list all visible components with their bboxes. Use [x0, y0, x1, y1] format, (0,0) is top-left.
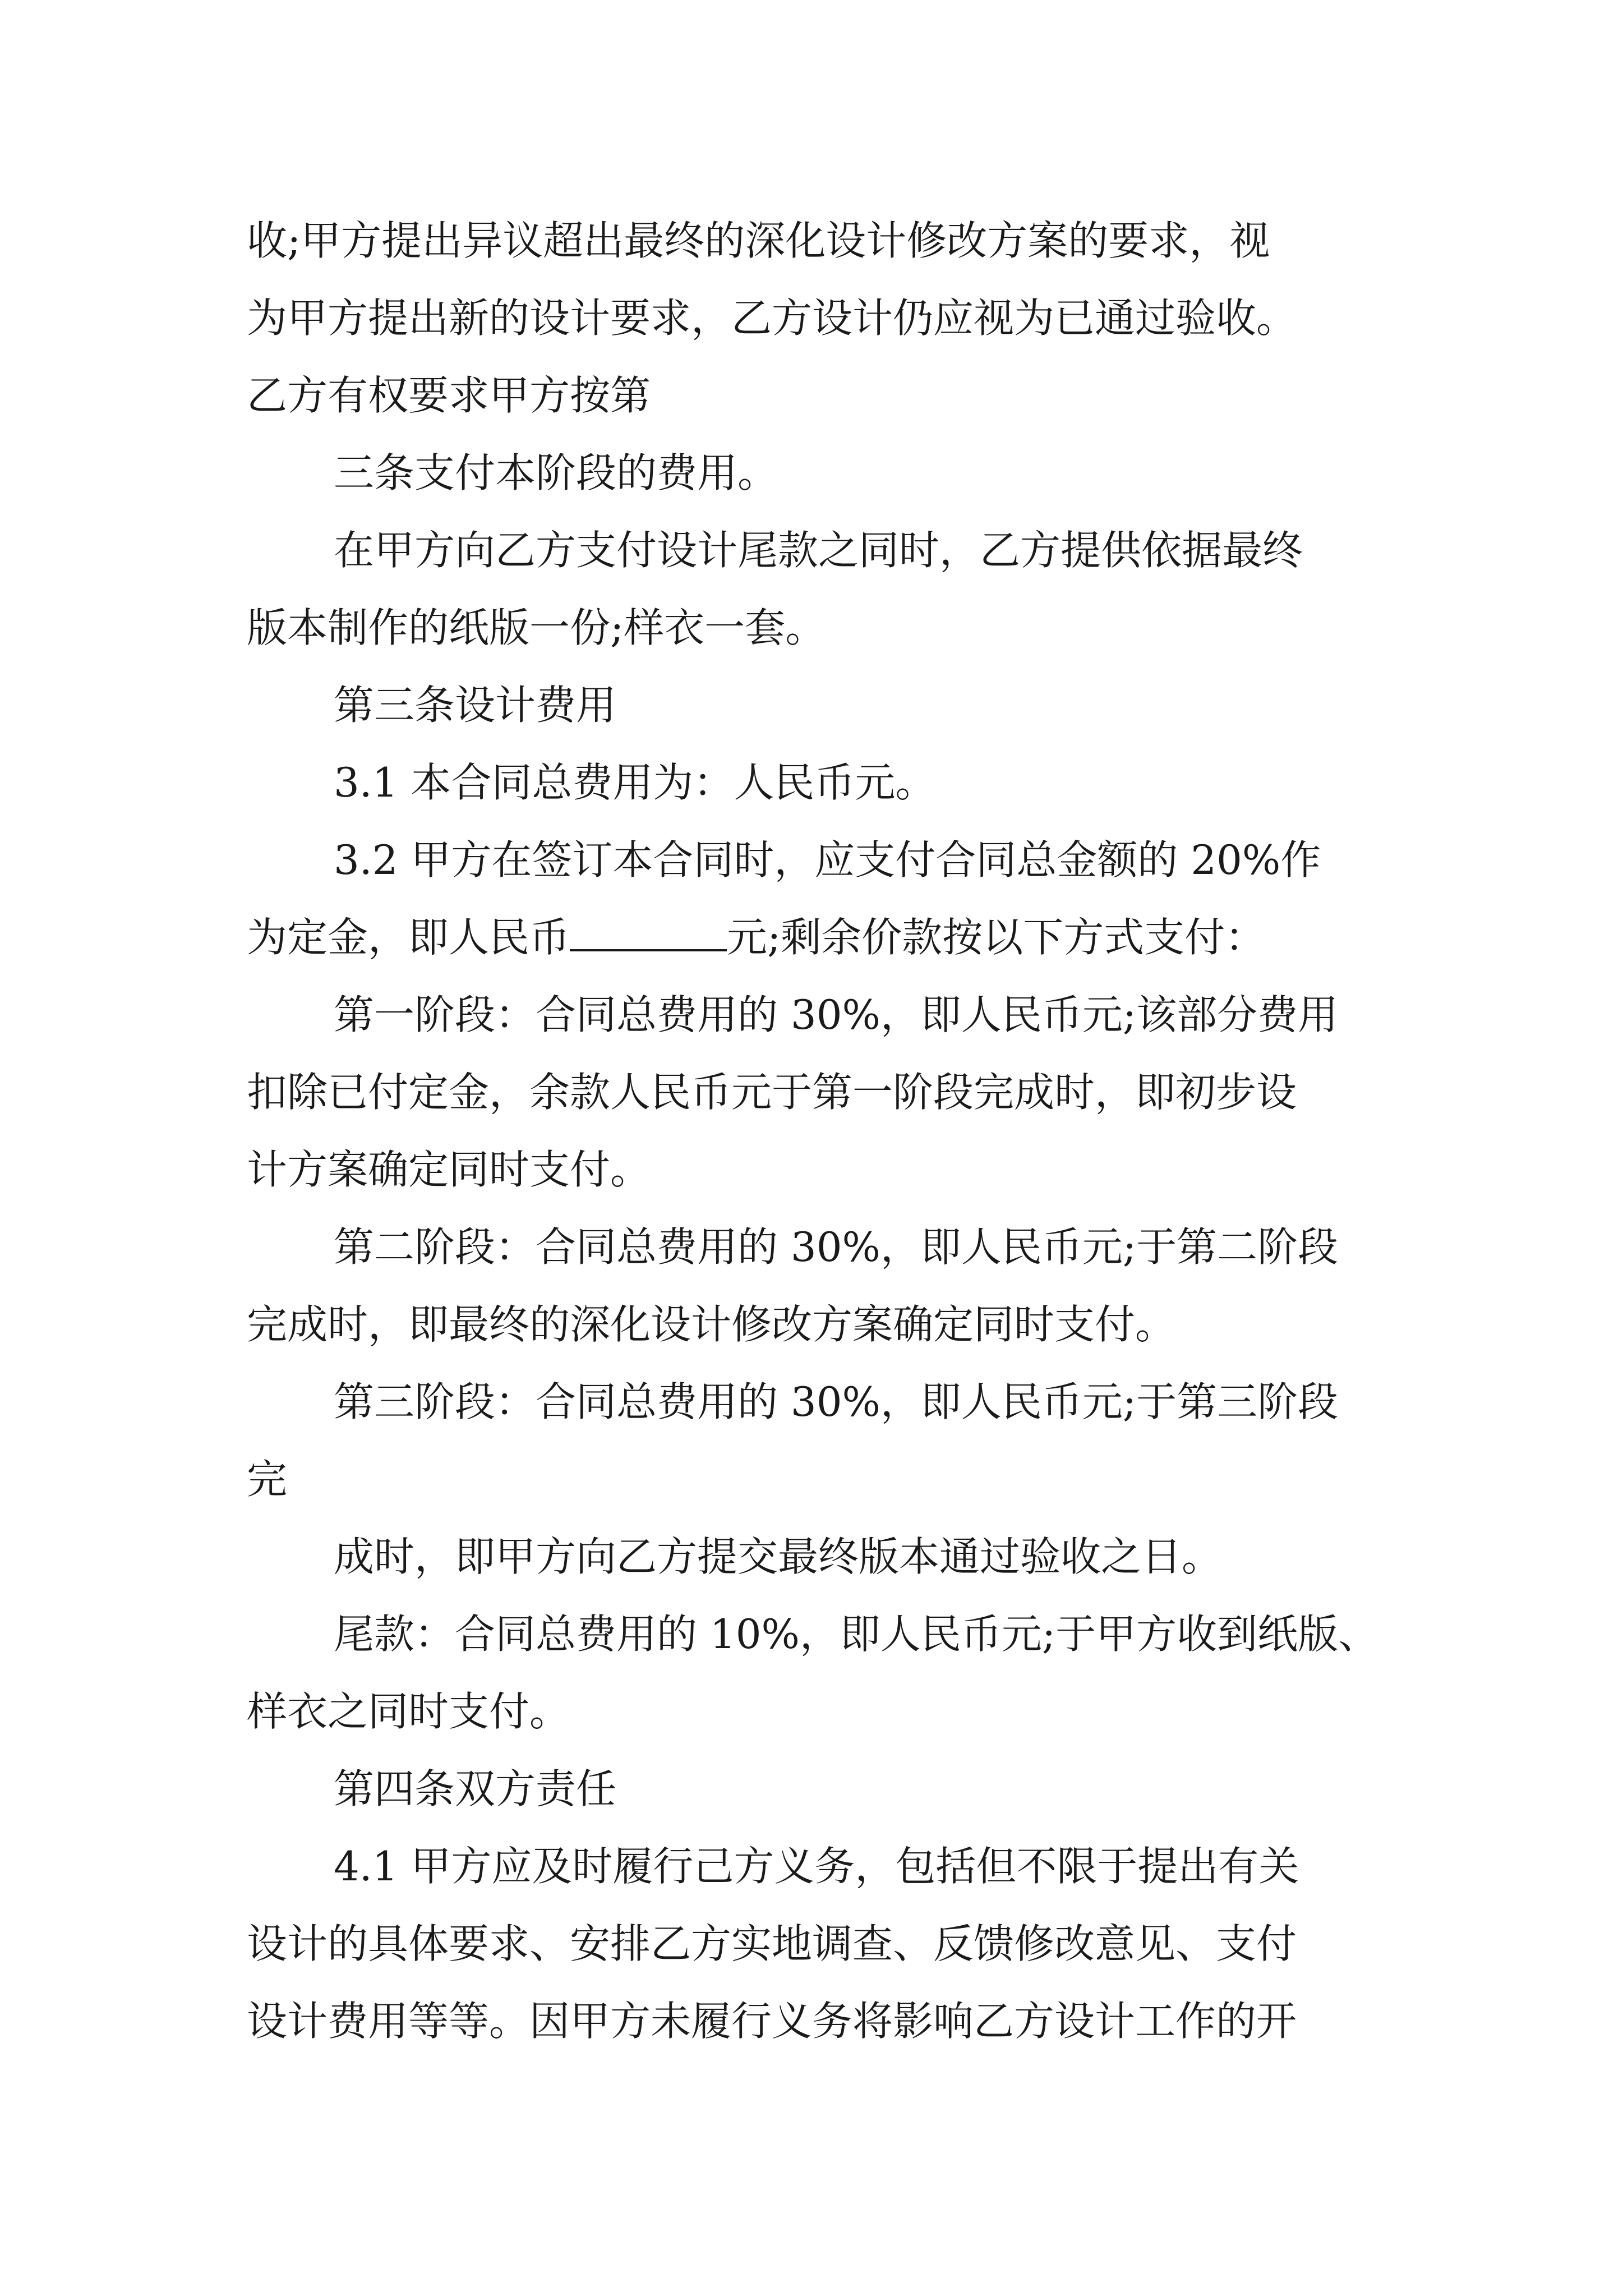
text-line: 第二阶段：合同总费用的 30%，即人民币元;于第二阶段 — [334, 1223, 1339, 1271]
section-heading: 第四条双方责任 — [334, 1765, 617, 1812]
text-line: 完 — [247, 1456, 288, 1503]
text-line: 3.2 甲方在签订本合同时，应支付合同总金额的 20%作 — [334, 836, 1321, 884]
section-heading: 第三条设计费用 — [334, 682, 617, 729]
text-line: 第三阶段：合同总费用的 30%，即人民币元;于第三阶段 — [334, 1378, 1339, 1425]
text-line: 三条支付本阶段的费用。 — [334, 449, 778, 496]
text-line: 完成时，即最终的深化设计修改方案确定同时支付。 — [247, 1301, 1176, 1348]
text-line: 尾款：合同总费用的 10%，即人民币元;于甲方收到纸版、 — [334, 1611, 1379, 1658]
text-line: 样衣之同时支付。 — [247, 1688, 570, 1735]
text-line-with-blank — [247, 899, 1391, 976]
text-line: 在甲方向乙方支付设计尾款之同时，乙方提供依据最终 — [334, 527, 1303, 574]
text-line: 4.1 甲方应及时履行己方义务，包括但不限于提出有关 — [334, 1843, 1299, 1890]
text-line: 扣除已付定金，余款人民币元于第一阶段完成时，即初步设 — [247, 1069, 1297, 1116]
text-segment: 为定金，即人民币 — [247, 914, 570, 961]
text-line: 收;甲方提出异议超出最终的深化设计修改方案的要求，视 — [247, 217, 1270, 264]
text-line: 设计的具体要求、安排乙方实地调查、反馈修改意见、支付 — [247, 1920, 1297, 1967]
text-line: 乙方有权要求甲方按第 — [247, 372, 651, 419]
text-line: 设计费用等等。因甲方未履行义务将影响乙方设计工作的开 — [247, 1998, 1297, 2045]
text-line: 第一阶段：合同总费用的 30%，即人民币元;该部分费用 — [334, 991, 1339, 1038]
fill-in-blank — [570, 915, 727, 951]
text-segment: 元;剩余价款按以下方式支付： — [727, 914, 1266, 961]
text-line: 成时，即甲方向乙方提交最终版本通过验收之日。 — [334, 1533, 1223, 1580]
document-page — [247, 202, 1391, 2060]
text-line: 为甲方提出新的设计要求，乙方设计仍应视为已通过验收。 — [247, 295, 1297, 342]
text-line: 版本制作的纸版一份;样衣一套。 — [247, 604, 826, 651]
text-line: 3.1 本合同总费用为：人民币元。 — [334, 759, 936, 806]
text-line: 计方案确定同时支付。 — [247, 1146, 651, 1193]
